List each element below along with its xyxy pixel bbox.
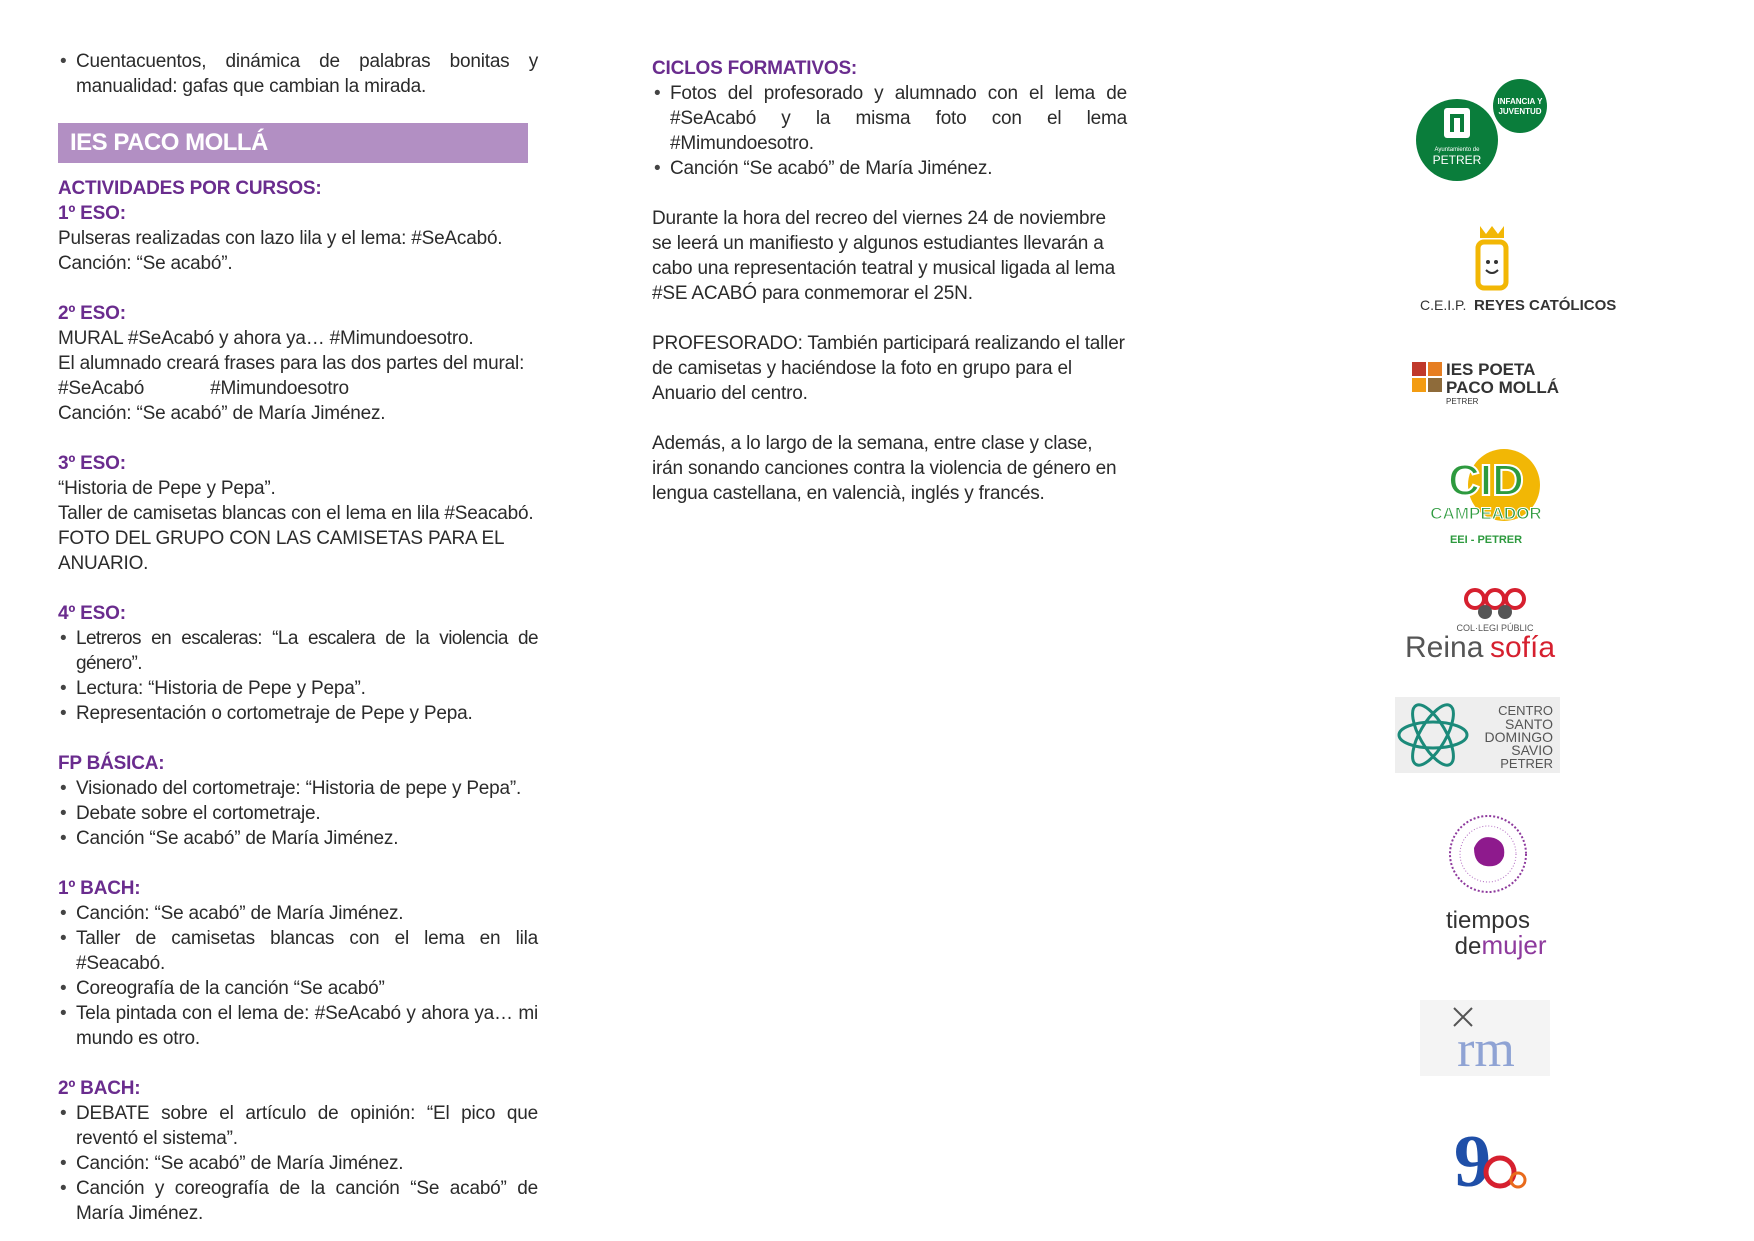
tiempos-line2b: mujer [1481, 930, 1547, 960]
ciclos-list [652, 81, 1127, 181]
eso2-title: 2º ESO: [58, 303, 126, 324]
eso1-line: Canción: “Se acabó”. [58, 253, 233, 274]
bach2-list [58, 1101, 538, 1226]
eso2-tags [58, 376, 538, 401]
fp-title: FP BÁSICA: [58, 753, 165, 774]
ies-logo [1410, 358, 1580, 408]
list-item: • Canción: “Se acabó” de María Jiménez. [58, 1151, 538, 1176]
petrer-badge-line2: JUVENTUD [1498, 107, 1542, 116]
fp-list [58, 776, 538, 851]
nine-oe-text: 9 [1454, 1121, 1491, 1203]
petrer-name: PETRER [1432, 153, 1482, 167]
list-item: • Canción: “Se acabó” de María Jiménez. [58, 901, 538, 926]
ceip-name: REYES CATÓLICOS [1474, 297, 1617, 314]
list-item: • Taller de camisetas blancas con el lema en lila #Seacabó. [58, 926, 538, 976]
petrer-small: Ayuntamiento de [1434, 147, 1480, 153]
santo-domingo-logo [1395, 697, 1560, 773]
list-item: • Cuentacuentos, dinámica de palabras bonitas y manualidad: gafas que cambian la mirada. [58, 49, 538, 99]
middle-column [652, 56, 1127, 506]
list-item: • Coreografía de la canción “Se acabó” [58, 976, 538, 1001]
eso3-title: 3º ESO: [58, 453, 126, 474]
bach1-list [58, 901, 538, 1051]
eso1-title: 1º ESO: [58, 203, 126, 224]
ceip-prefix: C.E.I.P. [1420, 297, 1467, 313]
section-heading: ACTIVIDADES POR CURSOS: [58, 178, 322, 199]
petrer-logo [1420, 78, 1560, 183]
ies-line2: PACO MOLLÁ [1446, 378, 1560, 397]
list-item: • Lectura: “Historia de Pepe y Pepa”. [58, 676, 538, 701]
tiempos-line2a: de [1454, 933, 1482, 960]
tiempos-de-mujer-logo [1420, 808, 1560, 968]
rm-text: rm [1457, 1021, 1515, 1078]
section-banner: IES PACO MOLLÁ [58, 123, 528, 163]
eso3-line: FOTO DEL GRUPO CON LAS CAMISETAS PARA EL [58, 528, 505, 549]
left-column [58, 49, 538, 1226]
ciclos-title: CICLOS FORMATIVOS: [652, 58, 858, 79]
bach1-title: 1º BACH: [58, 878, 141, 899]
list-item: • Canción “Se acabó” de María Jiménez. [652, 156, 1127, 181]
eso4-list [58, 626, 538, 726]
eso2-line: Canción: “Se acabó” de María Jiménez. [58, 403, 386, 424]
eso2-line: El alumnado creará frases para las dos partes del mural: [58, 353, 525, 374]
reina-part2: sofía [1490, 631, 1556, 664]
cid-line2: CAMPEADOR [1430, 504, 1542, 523]
reina-part1: Reina [1405, 631, 1484, 664]
paragraph-profesorado: PROFESORADO: También participará realizando el taller de camisetas y haciéndose la foto en grupo para el Anuario del centro. [652, 333, 1125, 404]
ies-line3: PETRER [1446, 397, 1479, 406]
cid-line3: EEI - PETRER [1449, 534, 1523, 546]
list-item: • Visionado del cortometraje: “Historia de pepe y Pepa”. [58, 776, 538, 801]
eso1-line: Pulseras realizadas con lazo lila y el lema: #SeAcabó. [58, 228, 503, 249]
eso2-line: MURAL #SeAcabó y ahora ya… #Mimundoesotro. [58, 328, 474, 349]
santo-line4: SAVIO [1511, 742, 1553, 758]
list-item: • Representación o cortometraje de Pepe y Pepa. [58, 701, 538, 726]
tag-a: #SeAcabó [58, 378, 145, 399]
nine-oe-logo [1430, 1110, 1540, 1203]
paragraph-canciones: Además, a lo largo de la semana, entre clase y clase, irán sonando canciones contra la violencia de género en lengua castellana, en valencià, inglés y francés. [652, 433, 1117, 504]
santo-line2: SANTO [1505, 716, 1553, 732]
santo-line5: PETRER [1500, 756, 1553, 771]
list-item: • Debate sobre el cortometraje. [58, 801, 538, 826]
rm-logo [1420, 1000, 1550, 1076]
list-item: • Canción “Se acabó” de María Jiménez. [58, 826, 538, 851]
list-item: • Letreros en escaleras: “La escalera de la violencia de género”. [58, 626, 538, 676]
list-item: • Tela pintada con el lema de: #SeAcabó y ahora ya… mi mundo es otro. [58, 1001, 538, 1051]
petrer-badge-line1: INFANCIA Y [1497, 97, 1543, 106]
reina-small: COL·LEGI PÚBLIC [1456, 623, 1534, 633]
paragraph-recreo: Durante la hora del recreo del viernes 24 de noviembre se leerá un manifiesto y algunos estudiantes llevarán a cabo una representación teatral y musical ligada al lema #SE ACABÓ para conmemorar el 25N. [652, 208, 1116, 304]
bach2-title: 2º BACH: [58, 1078, 141, 1099]
list-item: • Fotos del profesorado y alumnado con el lema de #SeAcabó y la misma foto con el lema #Mimundoesotro. [652, 81, 1127, 156]
eso3-line: “Historia de Pepe y Pepa”. [58, 478, 276, 499]
tag-b: #Mimundoesotro [210, 378, 349, 399]
eso4-title: 4º ESO: [58, 603, 126, 624]
tiempos-line1: tiempos [1445, 907, 1531, 934]
cid-logo [1420, 445, 1560, 550]
ceip-logo [1410, 222, 1617, 322]
santo-line1: CENTRO [1498, 703, 1553, 718]
santo-line3: DOMINGO [1484, 729, 1553, 745]
eso3-line: ANUARIO. [58, 553, 149, 574]
cid-line1: CID [1448, 456, 1524, 505]
list-item: • DEBATE sobre el artículo de opinión: “El pico que reventó el sistema”. [58, 1101, 538, 1151]
reina-sofia-logo [1395, 585, 1595, 665]
list-item: • Canción y coreografía de la canción “Se acabó” de María Jiménez. [58, 1176, 538, 1226]
eso3-line: Taller de camisetas blancas con el lema en lila #Seacabó. [58, 503, 534, 524]
intro-list [58, 49, 538, 99]
ies-line1: IES POETA [1446, 360, 1536, 379]
